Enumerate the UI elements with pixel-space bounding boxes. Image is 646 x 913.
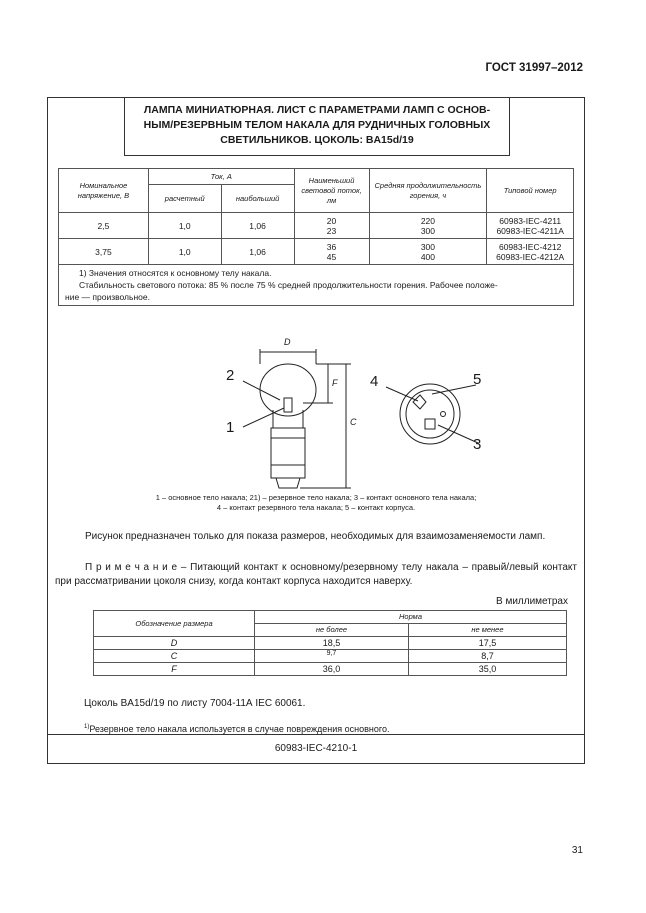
h-dim-name: Обозначение размера xyxy=(94,611,255,637)
footnote: $^{1)}$Резервное тело накала используется в случае повреждения основного. xyxy=(84,724,390,734)
title-line: СВЕТИЛЬНИКОВ. ЦОКОЛЬ: BA15d/19 xyxy=(220,134,414,146)
h-rated: расчетный xyxy=(148,185,221,213)
h-norm: Норма xyxy=(255,611,567,624)
callout-3: 3 xyxy=(473,436,482,453)
params-table xyxy=(58,168,574,306)
h-type: Типовой номер xyxy=(487,169,574,213)
divider xyxy=(48,734,584,735)
figure-caption: 1 – основное тело накала; 21) – резервное тело накала; 3 – контакт основного тела накала; 4 – контакт резервного тела накала; 5 – контакт корпуса. xyxy=(155,493,477,512)
table-note: Стабильность светового потока: 85 % после 75 % средней продолжительности горения. Рабочее положе- xyxy=(79,280,498,290)
table-note: ние — произвольное. xyxy=(65,292,150,302)
sheet-title xyxy=(124,98,510,156)
units-label: В миллиметрах xyxy=(496,596,568,607)
h-flux: Наименьший световой поток, лм xyxy=(294,169,369,213)
label-c: C xyxy=(350,417,357,427)
table-note: 1) Значения относятся к основному телу накала. xyxy=(79,268,272,278)
h-dim-min: не менее xyxy=(408,624,566,637)
h-current: Ток, А xyxy=(148,169,294,185)
h-dim-max: не более xyxy=(255,624,409,637)
page-number: 31 xyxy=(571,845,583,856)
callout-4: 4 xyxy=(370,373,379,390)
label-f: F xyxy=(332,378,338,388)
title-line: ЛАМПА МИНИАТЮРНАЯ. ЛИСТ С ПАРАМЕТРАМИ ЛАМП С ОСНОВ- xyxy=(143,104,491,116)
callout-2: 2 xyxy=(226,367,235,384)
lamp-figure xyxy=(48,328,584,498)
h-life: Средняя продолжительность горения, ч xyxy=(369,169,487,213)
sheet-frame xyxy=(47,97,585,764)
callout-5: 5 xyxy=(473,371,482,388)
standard-number: ГОСТ 31997–2012 xyxy=(485,62,583,74)
table-row: C 9,7 8,7 xyxy=(94,650,567,663)
label-d: D xyxy=(284,337,291,347)
body-paragraph: Рисунок предназначен только для показа размеров, необходимых для взаимозаменяемости ламп. xyxy=(85,531,546,542)
h-voltage: Номинальное напряжение, В xyxy=(59,169,149,213)
table-row: 3,75 1,0 1,06 36 45 300 400 60983-IEC-4212 60983-IEC-4212A xyxy=(59,239,574,265)
h-max: наибольший xyxy=(221,185,294,213)
note-paragraph: П р и м е ч а н и е – Питающий контакт к основному/резервному телу накала – правый/левый контакт при рассматривании цоколя снизу, когда контакт корпуса находится наверху. xyxy=(55,562,577,587)
table-row: D 18,5 17,5 xyxy=(94,637,567,650)
sheet-number: 60983-IEC-4210-1 xyxy=(274,743,358,754)
dims-table xyxy=(93,610,567,676)
table-row: 2,5 1,0 1,06 20 23 220 300 60983-IEC-4211 60983-IEC-4211A xyxy=(59,213,574,239)
base-reference: Цоколь BA15d/19 по листу 7004-11А IEC 60061. xyxy=(84,698,306,709)
callout-1: 1 xyxy=(226,419,235,436)
title-line: НЫМ/РЕЗЕРВНЫМ ТЕЛОМ НАКАЛА ДЛЯ РУДНИЧНЫХ ГОЛОВНЫХ xyxy=(143,119,491,131)
table-row: F 36,0 35,0 xyxy=(94,663,567,676)
